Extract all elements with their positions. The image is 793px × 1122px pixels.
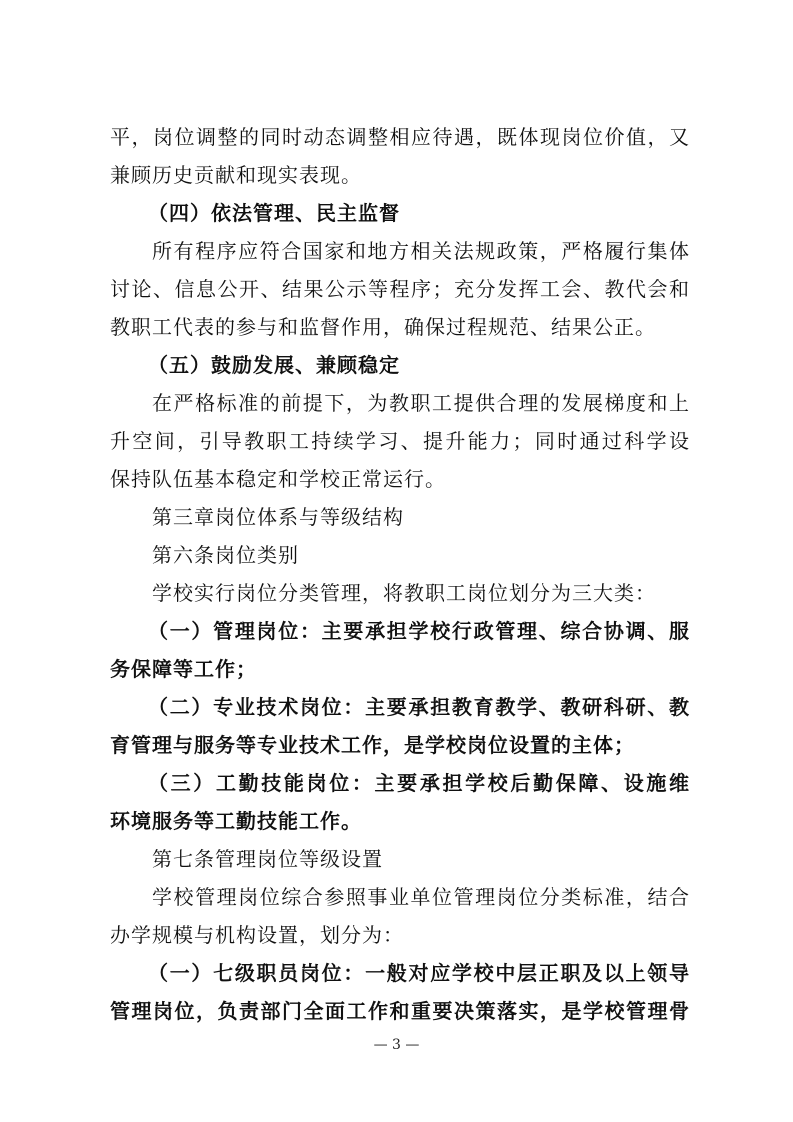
list-item-line: 育管理与服务等专业技术工作，是学校岗位设置的主体； <box>110 733 635 757</box>
list-item-line: （二）专业技术岗位：主要承担教育教学、教研科研、教 <box>148 695 690 719</box>
page-number: — 3 — <box>373 1037 420 1053</box>
list-item-line: （三）工勤技能岗位：主要承担学校后勤保障、设施维 <box>148 771 690 795</box>
article-heading: 第六条岗位类别 <box>152 543 299 567</box>
list-item-line: （一）七级职员岗位：一般对应学校中层正职及以上领导 <box>148 961 690 985</box>
paragraph-line: 所有程序应符合国家和地方相关法规政策，严格履行集体 <box>152 239 690 263</box>
section-heading: （四）依法管理、民主监督 <box>148 201 400 225</box>
paragraph-line: 保持队伍基本稳定和学校正常运行。 <box>110 467 446 491</box>
paragraph-line: 学校管理岗位综合参照事业单位管理岗位分类标准，结合 <box>152 885 690 909</box>
chapter-heading: 第三章岗位体系与等级结构 <box>152 505 404 529</box>
paragraph-line: 学校实行岗位分类管理，将教职工岗位划分为三大类： <box>152 581 656 605</box>
paragraph-line: 讨论、信息公开、结果公示等程序；充分发挥工会、教代会和 <box>110 277 690 301</box>
list-item-line: 务保障等工作； <box>110 657 257 681</box>
list-item-line: 管理岗位，负责部门全面工作和重要决策落实，是学校管理骨 <box>110 999 690 1023</box>
section-heading: （五）鼓励发展、兼顾稳定 <box>148 353 400 377</box>
paragraph-line: 教职工代表的参与和监督作用，确保过程规范、结果公正。 <box>110 315 656 339</box>
paragraph-line: 升空间，引导教职工持续学习、提升能力；同时通过科学设 <box>110 429 690 453</box>
paragraph-line: 兼顾历史贡献和现实表现。 <box>110 163 362 187</box>
article-heading: 第七条管理岗位等级设置 <box>152 847 383 871</box>
paragraph-line: 在严格标准的前提下，为教职工提供合理的发展梯度和上 <box>152 391 690 415</box>
list-item-line: 环境服务等工勤技能工作。 <box>110 809 362 833</box>
paragraph-line: 平，岗位调整的同时动态调整相应待遇，既体现岗位价值，又 <box>110 125 690 149</box>
paragraph-line: 办学规模与机构设置，划分为： <box>110 923 404 947</box>
list-item-line: （一）管理岗位：主要承担学校行政管理、综合协调、服 <box>148 619 690 643</box>
